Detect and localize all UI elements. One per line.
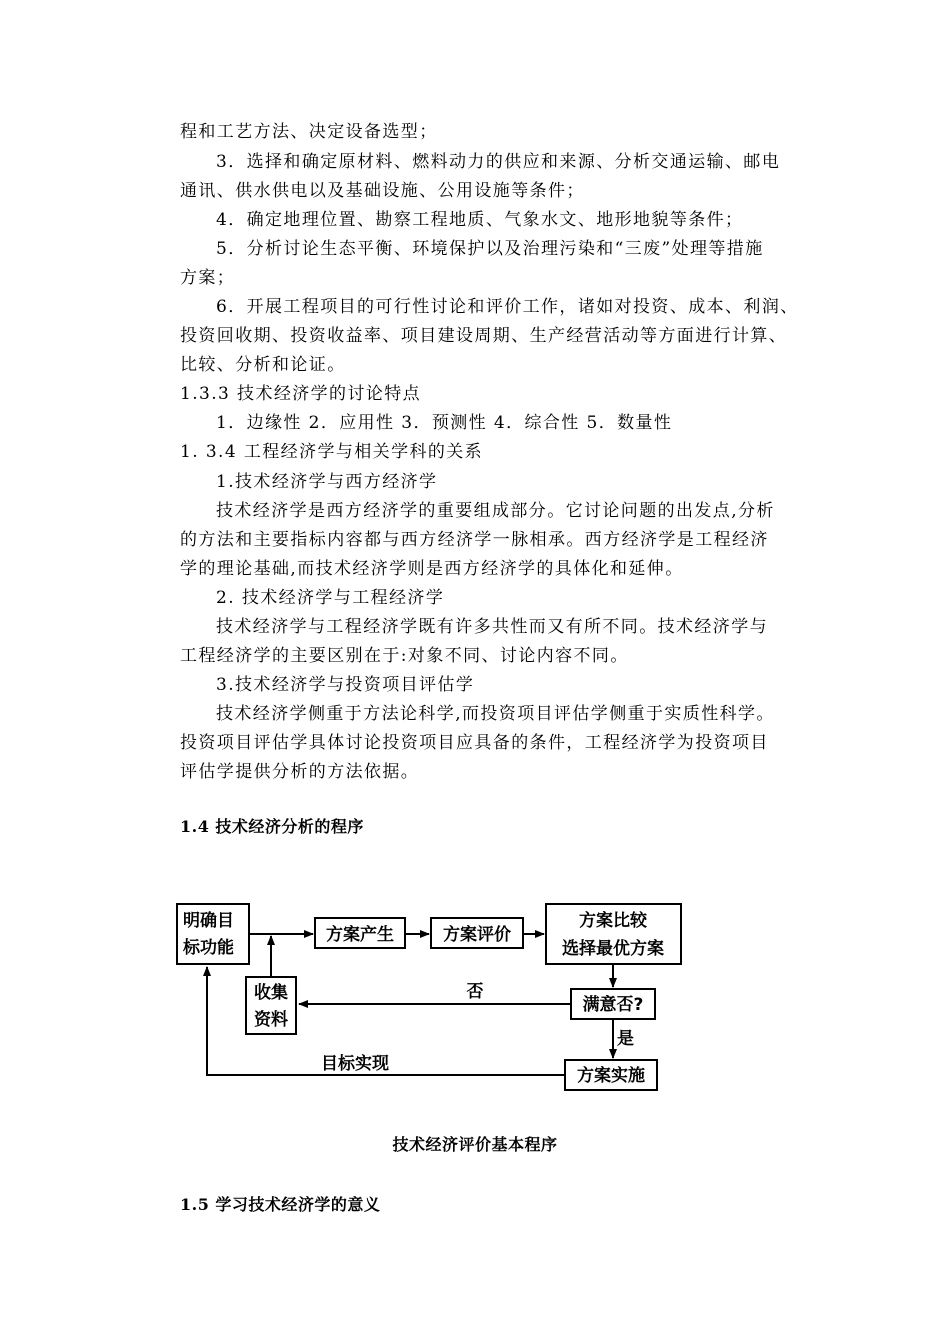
compare-text-2: 选择最优方案 [562, 939, 664, 959]
goal-realized-label: 目标实现 [321, 1054, 389, 1074]
implement-text: 方案实施 [577, 1066, 645, 1086]
text-line: 1．边缘性 2．应用性 3．预测性 4．综合性 5．数量性 [216, 413, 673, 433]
collect-text-1: 收集 [254, 983, 288, 1003]
text-line: 4．确定地理位置、勘察工程地质、气象水文、地形地貌等条件； [216, 210, 744, 230]
flowchart [163, 893, 690, 1113]
text-line: 投资回收期、投资收益率、项目建设周期、生产经营活动等方面进行计算、 [180, 326, 788, 346]
flowchart-svg [163, 893, 690, 1113]
text-line: 3.技术经济学与投资项目评估学 [216, 675, 475, 695]
yes-label: 是 [617, 1029, 634, 1049]
satisfied-text: 满意否? [582, 995, 644, 1015]
text-line: 评估学提供分析的方法依据。 [180, 762, 420, 782]
no-label: 否 [466, 982, 484, 1002]
text-line: 投资项目评估学具体讨论投资项目应具备的条件，工程经济学为投资项目 [180, 733, 769, 753]
compare-text-1: 方案比较 [579, 911, 647, 931]
subsection-heading: 1.3.3 技术经济学的讨论特点 [180, 384, 422, 404]
text-line: 5．分析讨论生态平衡、环境保护以及治理污染和“三废”处理等措施 [216, 239, 764, 259]
text-line: 比较、分析和论证。 [180, 355, 346, 375]
text-line: 3．选择和确定原材料、燃料动力的供应和来源、分析交通运输、邮电 [216, 152, 781, 172]
text-line: 技术经济学与工程经济学既有许多共性而又有所不同。技术经济学与 [216, 617, 768, 637]
text-line: 技术经济学侧重于方法论科学,而投资项目评估学侧重于实质性科学。 [216, 704, 775, 724]
text-line: 工程经济学的主要区别在于:对象不同、讨论内容不同。 [180, 646, 629, 666]
text-line: 技术经济学是西方经济学的重要组成部分。它讨论问题的出发点,分析 [216, 501, 775, 521]
evaluate-text: 方案评价 [443, 925, 511, 945]
goal-text-1: 明确目 [183, 911, 234, 931]
collect-text-2: 资料 [254, 1010, 288, 1030]
text-line: 1.技术经济学与西方经济学 [216, 472, 438, 492]
section-heading-1-5: 1.5 学习技术经济学的意义 [180, 1195, 381, 1214]
text-line: 的方法和主要指标内容都与西方经济学一脉相承。西方经济学是工程经济 [180, 530, 769, 550]
generate-text: 方案产生 [326, 925, 394, 945]
subsection-heading: 1. 3.4 工程经济学与相关学科的关系 [180, 442, 484, 462]
text-line: 程和工艺方法、决定设备选型； [180, 122, 438, 142]
text-line: 方案； [180, 268, 236, 288]
goal-text-2: 标功能 [183, 938, 234, 958]
text-line: 学的理论基础,而技术经济学则是西方经济学的具体化和延伸。 [180, 559, 684, 579]
figure-caption: 技术经济评价基本程序 [392, 1135, 558, 1154]
text-line: 2. 技术经济学与工程经济学 [216, 588, 445, 608]
text-line: 6．开展工程项目的可行性讨论和评价工作，诸如对投资、成本、利润、 [216, 297, 799, 317]
section-heading-1-4: 1.4 技术经济分析的程序 [180, 817, 364, 836]
text-line: 通讯、供水供电以及基础设施、公用设施等条件； [180, 181, 585, 201]
